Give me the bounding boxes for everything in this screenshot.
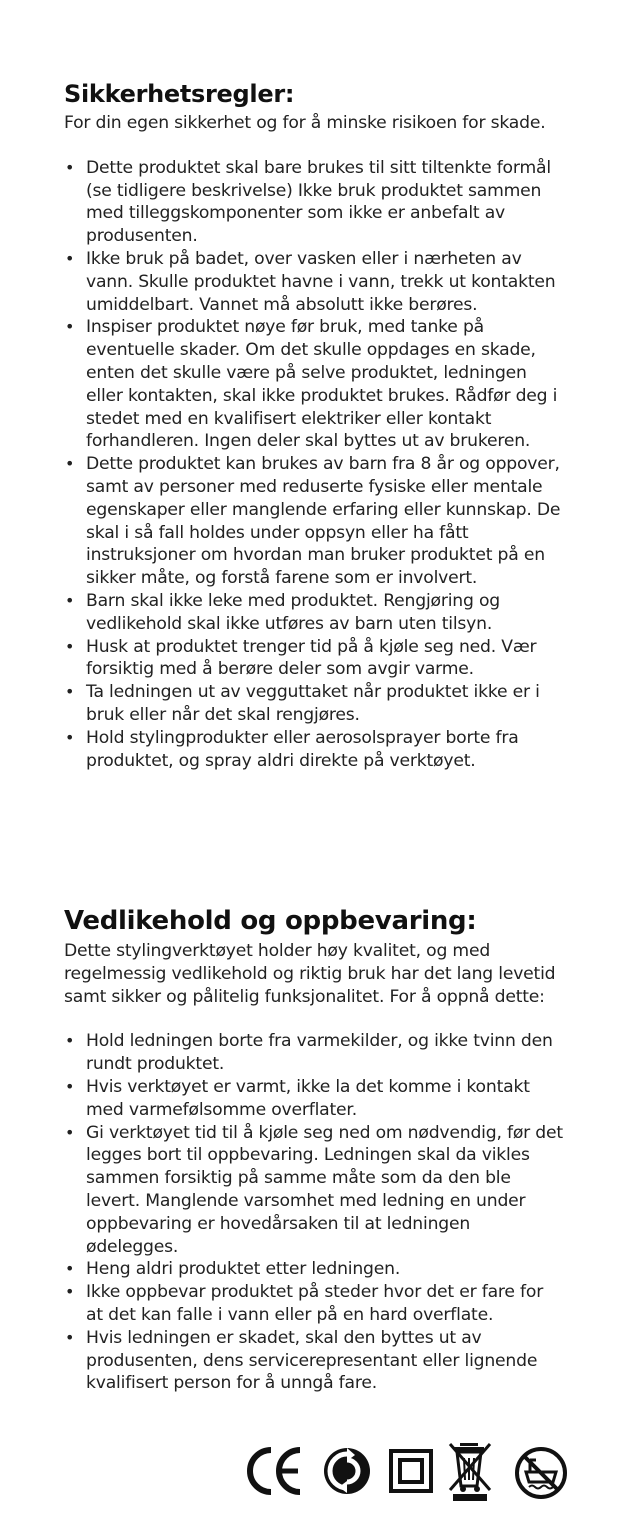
bullet: • [65,317,75,337]
list-item-text: Ta ledningen ut av vegguttaket når produktet ikke er i bruk eller når det skal rengjøres. [86,682,540,725]
bullet: • [65,1282,75,1302]
safety-title: Sikkerhetsregler: [64,80,295,108]
bullet: • [65,1122,75,1142]
safety-section [64,78,564,772]
list-item-text: Husk at produktet trenger tid på å kjøle seg ned. Vær forsiktig med å berøre deler som avgir varme. [86,636,537,680]
crossed-out-bin-icon [446,1440,494,1502]
list-item [64,1076,564,1122]
bullet: • [65,727,75,747]
list-item-text: Ikke oppbevar produktet på steder hvor det er fare for at det kan falle i vann eller på en hard overflate. [86,1282,544,1325]
list-item [64,1281,564,1327]
no-bath-icon [514,1446,568,1500]
list-item-text: Ikke bruk på badet, over vasken eller i nærheten av vann. Skulle produktet havne i vann, trekk ut kontakten umiddelbart. Vannet må absolutt ikke berøres. [86,248,556,315]
list-item [64,636,564,682]
list-item-text: Barn skal ikke leke med produktet. Rengjøring og vedlikehold skal ikke utføres av barn uten tilsyn. [86,590,500,634]
list-item [64,681,564,727]
certification-icons [246,1442,576,1502]
list-item [64,1030,564,1076]
double-insulation-icon [388,1448,434,1494]
list-item [64,1258,564,1281]
bullet: • [65,1031,75,1051]
list-item [64,727,564,773]
maintenance-title: Vedlikehold og oppbevaring: [64,906,477,936]
bullet: • [65,1327,75,1347]
safety-intro: For din egen sikkerhet og for å minske risikoen for skade. [64,113,546,133]
list-item [64,316,564,453]
bullet: • [65,1076,75,1096]
maintenance-intro: Dette stylingverktøyet holder høy kvalitet, og med regelmessig vedlikehold og riktig bruk har det lang levetid samt sikker og pålitelig funksjonalitet. For å oppnå dette: [64,941,556,1007]
maintenance-section [64,904,564,1395]
green-dot-recycle-icon [322,1446,372,1496]
list-item-text: Gi verktøyet tid til å kjøle seg ned om nødvendig, før det legges bort til oppbevaring. Ledningen skal da vikles sammen forsiktig på samme måte som da den ble levert. Manglende varsomhet med ledning en under oppbevaring er hovedårsaken til at ledningen ødelegges. [86,1122,563,1257]
list-item [64,1122,564,1259]
bullet: • [65,636,75,656]
maintenance-list [64,1030,564,1395]
list-item [64,157,564,248]
list-item-text: Hold stylingprodukter eller aerosolsprayer borte fra produktet, og spray aldri direkte på verktøyet. [86,727,519,771]
list-item-text: Dette produktet kan brukes av barn fra 8 år og oppover, samt av personer med reduserte fysiske eller mentale egenskaper eller manglende erfaring eller kunnskap. De skal i så fall holdes under oppsyn eller ha fått instruksjoner om hvordan man bruker produktet på en sikker måte, og forstå farene som er involvert. [86,454,561,589]
list-item [64,453,564,590]
bullet: • [65,590,75,610]
bullet: • [65,454,75,474]
bullet: • [65,682,75,702]
safety-list [64,157,564,773]
bullet: • [65,248,75,268]
list-item-text: Hvis verktøyet er varmt, ikke la det komme i kontakt med varmefølsomme overflater. [86,1076,530,1120]
bullet: • [65,157,75,177]
list-item [64,590,564,636]
list-item-text: Inspiser produktet nøye før bruk, med tanke på eventuelle skader. Om det skulle oppdages en skade, enten det skulle være på selve produktet, ledningen eller kontakten, skal ikke produktet brukes. Rådfør deg i stedet med en kvalifisert elektriker eller kontakt forhandleren. Ingen deler skal byttes ut av brukeren. [86,317,558,452]
bullet: • [65,1259,75,1279]
list-item-text: Dette produktet skal bare brukes til sitt tiltenkte formål (se tidligere beskrivelse) Ikke bruk produktet sammen med tilleggskomponenter som ikke er anbefalt av produsenten. [86,157,551,247]
list-item [64,1327,564,1395]
ce-mark-icon [246,1446,304,1496]
list-item-text: Hvis ledningen er skadet, skal den byttes ut av produsenten, dens servicerepresentant eller lignende kvalifisert person for å unngå fare. [86,1327,538,1394]
list-item-text: Hold ledningen borte fra varmekilder, og ikke tvinn den rundt produktet. [86,1031,553,1075]
list-item [64,248,564,316]
list-item-text: Heng aldri produktet etter ledningen. [86,1259,401,1280]
